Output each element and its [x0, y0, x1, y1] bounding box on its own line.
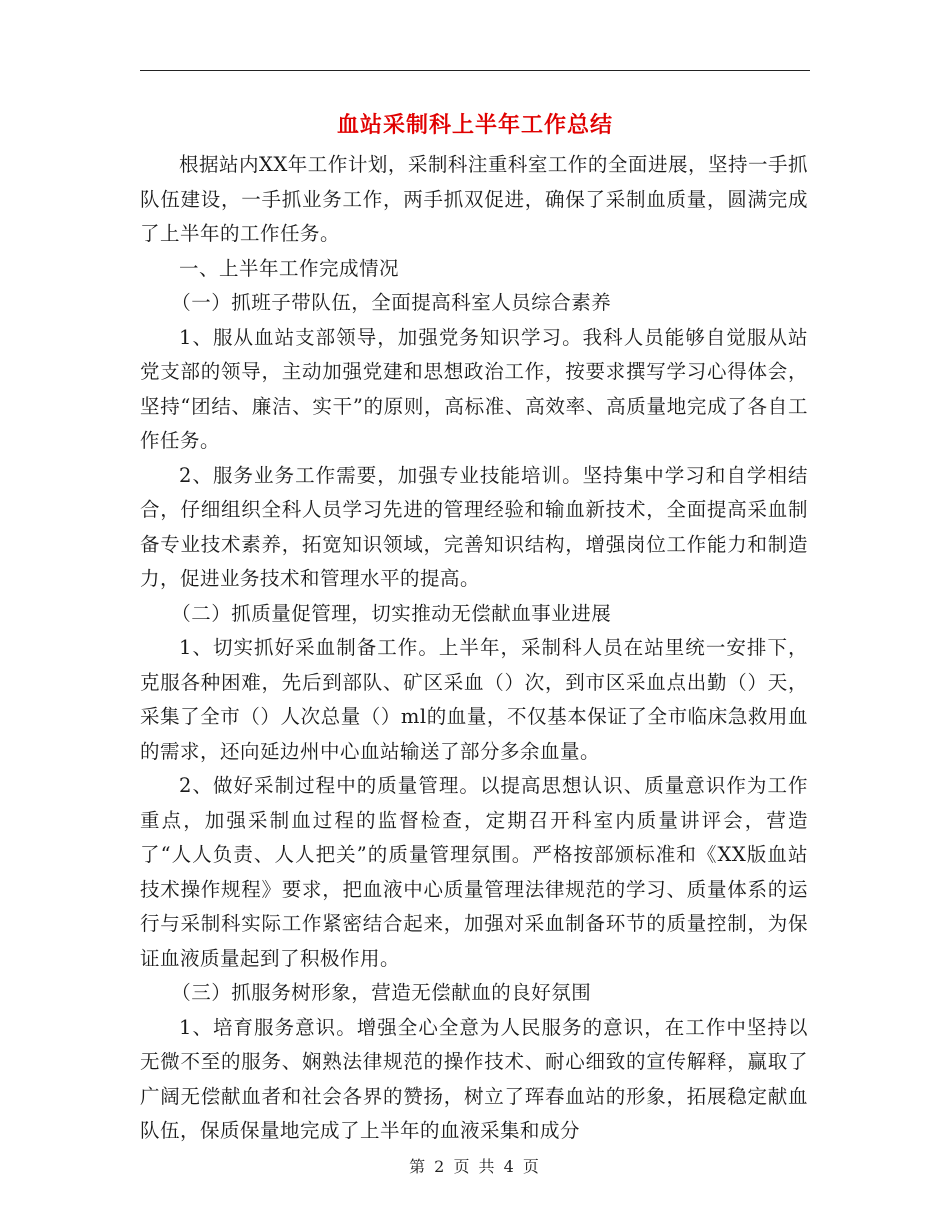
paragraph-3-1: 1、培育服务意识。增强全心全意为人民服务的意识，在工作中坚持以无微不至的服务、娴熟法律规范的操作技术、耐心细致的宣传解释，赢取了广阔无偿献血者和社会各界的赞扬，树立了珲春血站的形象，拓展稳定献血队伍，保质保量地完成了上半年的血液采集和成分	[140, 1015, 808, 1142]
header-rule	[140, 70, 810, 71]
page-number: 第 2 页 共 4 页	[409, 1157, 541, 1176]
document-title: 血站采制科上半年工作总结	[336, 113, 613, 138]
subsection-heading-1: （一）抓班子带队伍，全面提高科室人员综合素养	[171, 291, 612, 314]
subsection-heading-2: （二）抓质量促管理，切实推动无偿献血事业进展	[171, 601, 612, 625]
paragraph-2-2: 2、做好采制过程中的质量管理。以提高思想认识、质量意识作为工作重点，加强采制血过程的监督检查，定期召开科室内质量讲评会，营造了“人人负责、人人把关”的质量管理氛围。严格按部颁标准和《XX版血站技术操作规程》要求，把血液中心质量管理法律规范的学习、质量体系的运行与采制科实际工作紧密结合起来，加强对采血制备环节的质量控制，为保证血液质量起到了积极作用。	[140, 774, 808, 970]
document-body	[140, 148, 808, 1149]
paragraph-intro: 根据站内XX年工作计划，采制科注重科室工作的全面进展，坚持一手抓队伍建设，一手抓业务工作，两手抓双促进，确保了采制血质量，圆满完成了上半年的工作任务。	[140, 153, 808, 245]
paragraph-1-1: 1、服从血站支部领导，加强党务知识学习。我科人员能够自觉服从站党支部的领导，主动加强党建和思想政治工作，按要求撰写学习心得体会，坚持“团结、廉洁、实干”的原则，高标准、高效率、高质量地完成了各自工作任务。	[140, 325, 808, 452]
section-heading-1: 一、上半年工作完成情况	[179, 256, 400, 280]
subsection-heading-3: （三）抓服务树形象，营造无偿献血的良好氛围	[171, 981, 592, 1004]
paragraph-2-1: 1、切实抓好采血制备工作。上半年，采制科人员在站里统一安排下，克服各种困难，先后到部队、矿区采血（）次，到市区采血点出勤（）天，采集了全市（）人次总量（）ml的血量，不仅基本保证了全市临床急救用血的需求，还向延边州中心血站输送了部分多余血量。	[140, 636, 808, 763]
paragraph-1-2: 2、服务业务工作需要，加强专业技能培训。坚持集中学习和自学相结合，仔细组织全科人员学习先进的管理经验和输血新技术，全面提高采血制备专业技术素养，拓宽知识领域，完善知识结构，增强岗位工作能力和制造力，促进业务技术和管理水平的提高。	[140, 463, 808, 590]
